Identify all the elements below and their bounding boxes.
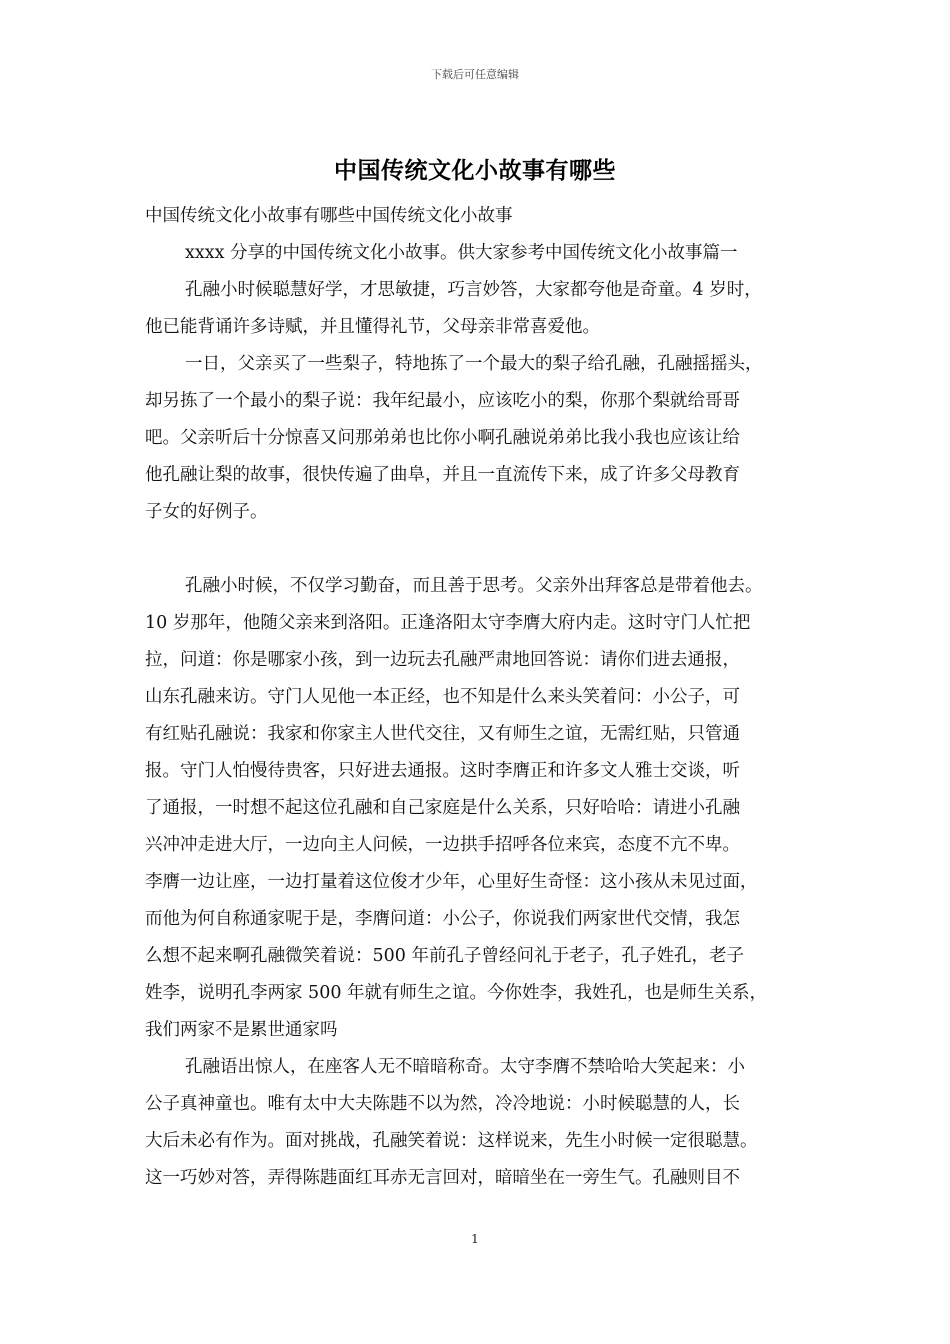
- paragraph: [145, 198, 807, 235]
- text-line: 他孔融让梨的故事，很快传遍了曲阜，并且一直流传下来，成了许多父母教育: [145, 465, 740, 485]
- text-line: 我们两家不是累世通家吗: [145, 1020, 338, 1040]
- paragraph: [145, 346, 807, 531]
- text-line: 么想不起来啊孔融微笑着说：500 年前孔子曾经问礼于老子，孔子姓孔，老子: [145, 946, 744, 966]
- text-line: 他已能背诵许多诗赋，并且懂得礼节，父母亲非常喜爱他。: [145, 317, 600, 337]
- text-line: 却另拣了一个最小的梨子说：我年纪最小，应该吃小的梨，你那个梨就给哥哥: [145, 391, 740, 411]
- text-line: 吧。父亲听后十分惊喜又问那弟弟也比你小啊孔融说弟弟比我小我也应该让给: [145, 428, 740, 448]
- text-line: 山东孔融来访。守门人见他一本正经，也不知是什么来头笑着问：小公子，可: [145, 687, 740, 707]
- text-line: 中国传统文化小故事有哪些中国传统文化小故事: [145, 206, 513, 226]
- header-note: 下载后可任意编辑: [431, 68, 519, 81]
- text-line: 一日，父亲买了一些梨子，特地拣了一个最大的梨子给孔融，孔融摇摇头，: [185, 354, 763, 374]
- text-line: 姓李，说明孔李两家 500 年就有师生之谊。今你姓李，我姓孔，也是师生关系，: [145, 983, 768, 1003]
- page-number: 1: [471, 1232, 479, 1246]
- document-body: [145, 198, 807, 1197]
- text-line: 报。守门人怕慢待贵客，只好进去通报。这时李膺正和许多文人雅士交谈，听: [145, 761, 740, 781]
- text-line: 10 岁那年，他随父亲来到洛阳。正逢洛阳太守李膺大府内走。这时守门人忙把: [145, 613, 751, 633]
- text-line: xxxx 分享的中国传统文化小故事。供大家参考中国传统文化小故事篇一: [185, 243, 738, 263]
- paragraph-gap: [145, 531, 807, 568]
- text-line: 孔融语出惊人，在座客人无不暗暗称奇。太守李膺不禁哈哈大笑起来：小: [185, 1057, 745, 1077]
- text-line: 有红贴孔融说：我家和你家主人世代交往，又有师生之谊，无需红贴，只管通: [145, 724, 740, 744]
- text-line: 拉，问道：你是哪家小孩，到一边玩去孔融严肃地回答说：请你们进去通报，: [145, 650, 740, 670]
- document-title: 中国传统文化小故事有哪些: [334, 158, 616, 184]
- text-line: 公子真神童也。唯有太中大夫陈韪不以为然，冷冷地说：小时候聪慧的人，长: [145, 1094, 740, 1114]
- text-line: 了通报，一时想不起这位孔融和自己家庭是什么关系，只好哈哈：请进小孔融: [145, 798, 740, 818]
- text-line: 而他为何自称通家呢于是，李膺问道：小公子，你说我们两家世代交情，我怎: [145, 909, 740, 929]
- text-line: 李膺一边让座，一边打量着这位俊才少年，心里好生奇怪：这小孩从未见过面，: [145, 872, 758, 892]
- paragraph: [145, 568, 807, 1049]
- paragraph: [145, 1049, 807, 1197]
- text-line: 孔融小时候，不仅学习勤奋，而且善于思考。父亲外出拜客总是带着他去。: [185, 576, 763, 596]
- paragraph: [145, 272, 807, 346]
- text-line: 孔融小时候聪慧好学，才思敏捷，巧言妙答，大家都夸他是奇童。4 岁时，: [185, 280, 762, 300]
- paragraph: [145, 235, 807, 272]
- text-line: 兴冲冲走进大厅，一边向主人问候，一边拱手招呼各位来宾，态度不亢不卑。: [145, 835, 740, 855]
- text-line: 子女的好例子。: [145, 502, 268, 522]
- text-line: 大后未必有作为。面对挑战，孔融笑着说：这样说来，先生小时候一定很聪慧。: [145, 1131, 758, 1151]
- text-line: 这一巧妙对答，弄得陈韪面红耳赤无言回对，暗暗坐在一旁生气。孔融则目不: [145, 1168, 740, 1188]
